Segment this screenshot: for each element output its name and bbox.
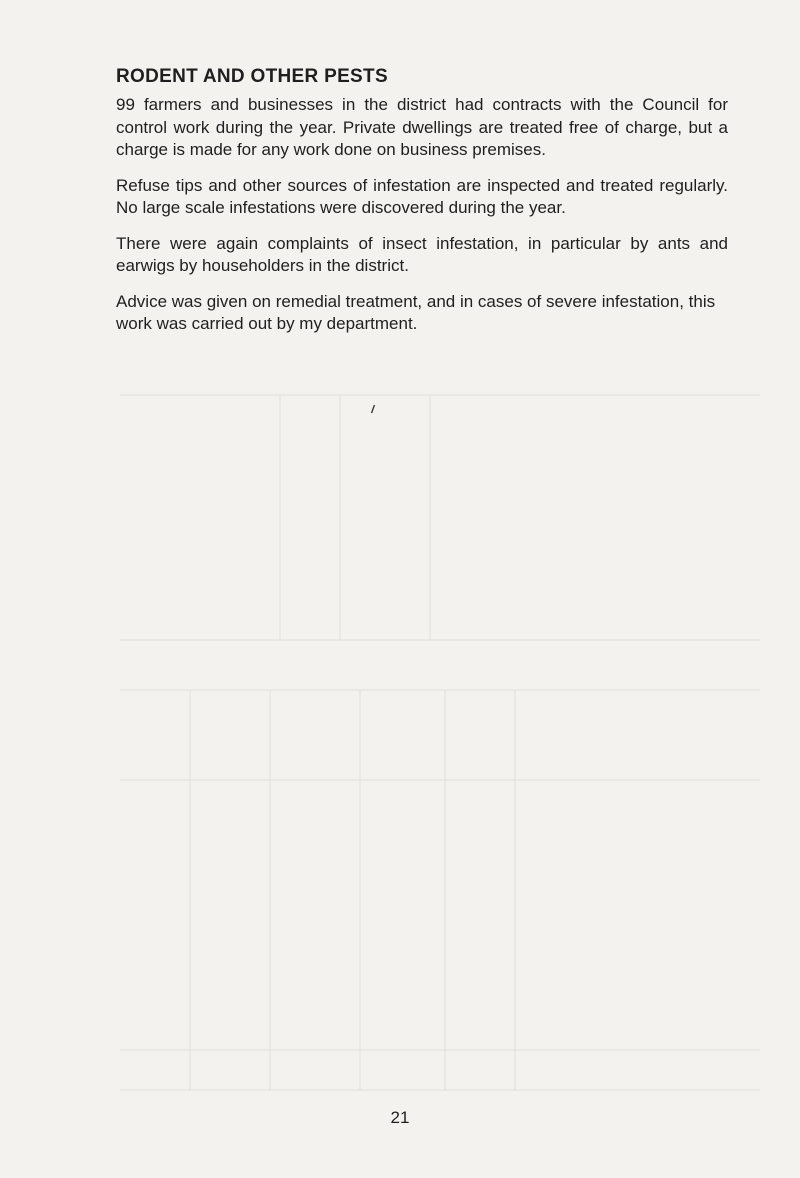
document-page <box>116 64 728 349</box>
page-number: 21 <box>390 1108 410 1127</box>
paragraph-insect-complaints: There were again complaints of insect infestation, in particular by ants and earwigs by householders in the district. <box>116 233 728 275</box>
section-heading: RODENT AND OTHER PESTS <box>116 66 388 87</box>
stray-mark-icon <box>370 404 376 414</box>
paragraph-contracts: 99 farmers and businesses in the district had contracts with the Council for control work during the year. Private dwellings are treated free of charge, but a charge is made for any work done on business premises. <box>116 95 728 159</box>
paragraph-remedial-advice: Advice was given on remedial treatment, and in cases of severe infestation, this work was carried out by my department. <box>116 291 716 333</box>
paragraph-refuse-tips: Refuse tips and other sources of infestation are inspected and treated regularly. No large scale infestations were discovered during the year. <box>116 175 728 217</box>
